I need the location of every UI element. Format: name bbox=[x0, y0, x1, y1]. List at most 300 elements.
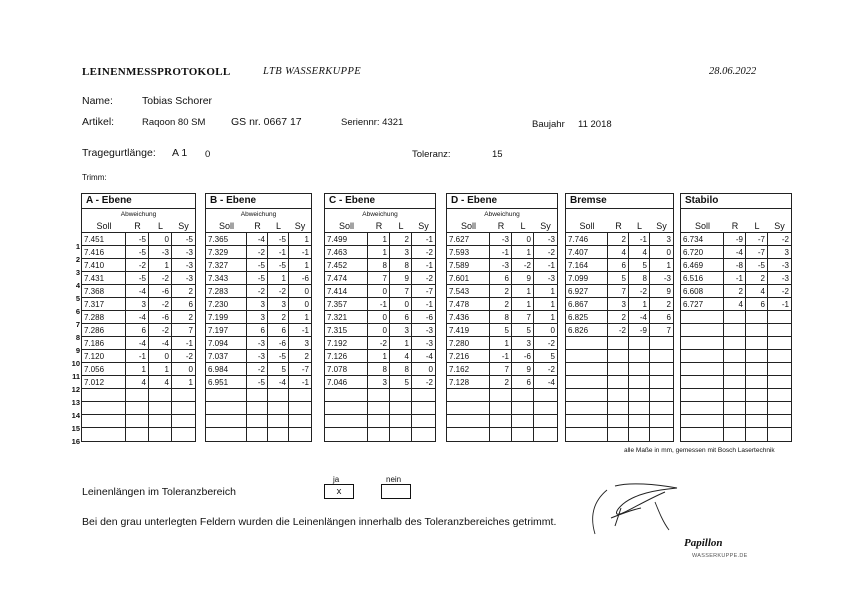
abweichung-label bbox=[681, 209, 791, 220]
row-number: 7 bbox=[75, 320, 80, 329]
soll-cell: 7.056 bbox=[82, 363, 126, 375]
table-row bbox=[566, 363, 673, 376]
soll-cell: 7.478 bbox=[447, 298, 490, 310]
deviation-cell: -1 bbox=[185, 339, 193, 348]
deviation-cell: 6 bbox=[608, 259, 629, 271]
deviation-cell: -4 bbox=[724, 246, 746, 258]
table-row bbox=[82, 311, 195, 324]
deviation-cell bbox=[629, 350, 650, 362]
table-row bbox=[82, 324, 195, 337]
row-number: 16 bbox=[71, 437, 80, 446]
table-row bbox=[447, 402, 557, 415]
deviation-cell: 1 bbox=[629, 298, 650, 310]
table-row bbox=[681, 324, 791, 337]
deviation-cell: 2 bbox=[268, 311, 289, 323]
table-stabilo bbox=[680, 193, 792, 442]
row-number: 2 bbox=[75, 255, 80, 264]
soll-cell bbox=[566, 402, 608, 414]
deviation-cell: -2 bbox=[126, 259, 149, 271]
deviation-cell bbox=[724, 376, 746, 388]
deviation-cell: 3 bbox=[368, 376, 390, 388]
row-number: 9 bbox=[75, 346, 80, 355]
deviation-cell bbox=[534, 415, 557, 427]
table-row bbox=[82, 363, 195, 376]
soll-cell: 7.317 bbox=[82, 298, 126, 310]
deviation-cell bbox=[268, 389, 289, 401]
deviation-cell bbox=[724, 389, 746, 401]
soll-cell: 7.436 bbox=[447, 311, 490, 323]
soll-cell bbox=[681, 337, 724, 349]
table-row bbox=[566, 402, 673, 415]
deviation-cell: 2 bbox=[490, 285, 512, 297]
deviation-cell bbox=[724, 428, 746, 441]
tragegurt-a: A 1 bbox=[172, 147, 188, 159]
deviation-cell: 1 bbox=[188, 378, 193, 387]
soll-cell: 7.280 bbox=[447, 337, 490, 349]
deviation-cell bbox=[629, 389, 650, 401]
deviation-cell: 1 bbox=[390, 337, 412, 349]
row-number: 10 bbox=[71, 359, 80, 368]
soll-cell bbox=[82, 428, 126, 441]
gs-number: GS nr. 0667 17 bbox=[231, 116, 302, 128]
soll-cell bbox=[681, 376, 724, 388]
ja-checkbox[interactable]: x bbox=[324, 484, 354, 499]
deviation-cell: -3 bbox=[247, 350, 268, 362]
deviation-cell: 0 bbox=[428, 365, 433, 374]
deviation-cell bbox=[490, 389, 512, 401]
deviation-cell: 5 bbox=[490, 324, 512, 336]
deviation-cell: -5 bbox=[746, 259, 768, 271]
soll-cell: 7.499 bbox=[325, 233, 368, 245]
deviation-cell: -2 bbox=[781, 235, 789, 244]
deviation-cell: 4 bbox=[746, 285, 768, 297]
deviation-cell: 1 bbox=[304, 235, 309, 244]
column-header: R bbox=[134, 221, 141, 231]
deviation-cell bbox=[412, 402, 435, 414]
table-row bbox=[325, 389, 435, 402]
deviation-cell: -1 bbox=[724, 272, 746, 284]
table-row bbox=[566, 311, 673, 324]
deviation-cell: -9 bbox=[724, 233, 746, 245]
deviation-cell bbox=[412, 389, 435, 401]
table-row bbox=[447, 259, 557, 272]
table-row bbox=[566, 337, 673, 350]
soll-cell bbox=[566, 415, 608, 427]
signature bbox=[585, 478, 695, 548]
table-row bbox=[681, 376, 791, 389]
soll-cell: 7.046 bbox=[325, 376, 368, 388]
soll-cell: 7.216 bbox=[447, 350, 490, 362]
deviation-cell: 1 bbox=[666, 261, 671, 270]
deviation-cell: 1 bbox=[512, 246, 534, 258]
deviation-cell: 7 bbox=[512, 311, 534, 323]
deviation-cell: 8 bbox=[368, 259, 390, 271]
deviation-cell bbox=[247, 428, 268, 441]
table-row bbox=[447, 363, 557, 376]
deviation-cell bbox=[746, 324, 768, 336]
deviation-cell: -5 bbox=[126, 246, 149, 258]
table-row bbox=[566, 298, 673, 311]
table-row bbox=[325, 311, 435, 324]
deviation-cell: -7 bbox=[746, 246, 768, 258]
soll-cell: 7.431 bbox=[82, 272, 126, 284]
deviation-cell: -2 bbox=[149, 298, 172, 310]
soll-cell bbox=[566, 376, 608, 388]
soll-cell: 7.162 bbox=[447, 363, 490, 375]
deviation-cell: 6 bbox=[512, 376, 534, 388]
deviation-cell: -5 bbox=[247, 259, 268, 271]
table-row bbox=[566, 324, 673, 337]
table-title: C - Ebene bbox=[325, 194, 435, 209]
table-row bbox=[206, 363, 311, 376]
table-row bbox=[447, 428, 557, 441]
deviation-cell: 8 bbox=[490, 311, 512, 323]
column-headers bbox=[447, 220, 557, 233]
deviation-cell: 1 bbox=[550, 313, 555, 322]
soll-cell bbox=[325, 415, 368, 427]
deviation-cell: 0 bbox=[666, 248, 671, 257]
soll-cell: 7.329 bbox=[206, 246, 247, 258]
deviation-cell: 3 bbox=[784, 248, 789, 257]
table-row bbox=[681, 402, 791, 415]
deviation-cell: -6 bbox=[149, 311, 172, 323]
row-number: 6 bbox=[75, 307, 80, 316]
deviation-cell: -5 bbox=[126, 272, 149, 284]
soll-cell bbox=[447, 389, 490, 401]
deviation-cell: 0 bbox=[368, 324, 390, 336]
deviation-cell: -4 bbox=[268, 376, 289, 388]
deviation-cell: -2 bbox=[247, 363, 268, 375]
table-row bbox=[681, 272, 791, 285]
soll-cell bbox=[447, 415, 490, 427]
deviation-cell: 1 bbox=[490, 337, 512, 349]
name-value: Tobias Schorer bbox=[142, 95, 213, 107]
serial-number: Seriennr: 4321 bbox=[341, 117, 404, 128]
soll-cell: 7.283 bbox=[206, 285, 247, 297]
soll-cell: 7.012 bbox=[82, 376, 126, 388]
deviation-cell bbox=[608, 415, 629, 427]
table-row bbox=[82, 246, 195, 259]
deviation-cell: -2 bbox=[512, 259, 534, 271]
deviation-cell bbox=[289, 402, 311, 414]
deviation-cell bbox=[746, 311, 768, 323]
deviation-cell: 3 bbox=[512, 337, 534, 349]
table-bremse bbox=[565, 193, 674, 442]
deviation-cell bbox=[629, 402, 650, 414]
deviation-cell bbox=[126, 389, 149, 401]
deviation-cell: -1 bbox=[490, 246, 512, 258]
deviation-cell: -1 bbox=[301, 378, 309, 387]
deviation-cell bbox=[534, 402, 557, 414]
table-row bbox=[447, 233, 557, 246]
deviation-cell: -4 bbox=[126, 311, 149, 323]
column-header: Sy bbox=[656, 221, 667, 231]
deviation-cell: 9 bbox=[666, 287, 671, 296]
deviation-cell: -2 bbox=[425, 274, 433, 283]
deviation-cell: 7 bbox=[188, 326, 193, 335]
deviation-cell bbox=[390, 402, 412, 414]
deviation-cell: 4 bbox=[629, 246, 650, 258]
deviation-cell bbox=[512, 415, 534, 427]
soll-cell: 7.410 bbox=[82, 259, 126, 271]
deviation-cell: -8 bbox=[724, 259, 746, 271]
deviation-cell bbox=[149, 428, 172, 441]
deviation-cell bbox=[768, 428, 791, 441]
deviation-cell bbox=[650, 389, 673, 401]
deviation-cell: 0 bbox=[512, 233, 534, 245]
deviation-cell: 2 bbox=[188, 287, 193, 296]
deviation-cell bbox=[289, 415, 311, 427]
table-row bbox=[681, 415, 791, 428]
table-d-ebene bbox=[446, 193, 558, 442]
deviation-cell: -3 bbox=[425, 339, 433, 348]
deviation-cell: 1 bbox=[126, 363, 149, 375]
deviation-cell: -2 bbox=[547, 248, 555, 257]
soll-cell bbox=[206, 402, 247, 414]
deviation-cell: -2 bbox=[425, 248, 433, 257]
table-row bbox=[82, 389, 195, 402]
deviation-cell: -2 bbox=[547, 339, 555, 348]
soll-cell: 7.128 bbox=[447, 376, 490, 388]
deviation-cell: 5 bbox=[390, 376, 412, 388]
deviation-cell: 6 bbox=[666, 313, 671, 322]
deviation-cell: 9 bbox=[390, 272, 412, 284]
deviation-cell: -3 bbox=[781, 261, 789, 270]
column-header: Soll bbox=[460, 221, 476, 231]
deviation-cell bbox=[608, 376, 629, 388]
deviation-cell bbox=[268, 415, 289, 427]
table-row bbox=[325, 324, 435, 337]
deviation-cell: -4 bbox=[547, 378, 555, 387]
deviation-cell: 6 bbox=[126, 324, 149, 336]
column-header: Soll bbox=[96, 221, 112, 231]
name-label: Name: bbox=[82, 95, 113, 107]
deviation-cell bbox=[746, 363, 768, 375]
deviation-cell: 6 bbox=[268, 324, 289, 336]
table-row bbox=[325, 298, 435, 311]
deviation-cell: -4 bbox=[425, 352, 433, 361]
soll-cell: 7.357 bbox=[325, 298, 368, 310]
column-header: R bbox=[254, 221, 261, 231]
deviation-cell: -7 bbox=[746, 233, 768, 245]
deviation-cell bbox=[724, 363, 746, 375]
deviation-cell: -6 bbox=[512, 350, 534, 362]
column-header: Soll bbox=[218, 221, 234, 231]
deviation-cell bbox=[368, 389, 390, 401]
deviation-cell bbox=[724, 350, 746, 362]
soll-cell: 7.327 bbox=[206, 259, 247, 271]
column-header: Soll bbox=[579, 221, 595, 231]
table-row bbox=[206, 402, 311, 415]
deviation-cell: -7 bbox=[301, 365, 309, 374]
soll-cell bbox=[681, 389, 724, 401]
soll-cell bbox=[681, 311, 724, 323]
deviation-cell bbox=[412, 415, 435, 427]
deviation-cell bbox=[650, 415, 673, 427]
deviation-cell bbox=[746, 376, 768, 388]
deviation-cell: 3 bbox=[247, 311, 268, 323]
table-row bbox=[325, 428, 435, 441]
deviation-cell: 3 bbox=[390, 246, 412, 258]
deviation-cell: -3 bbox=[247, 337, 268, 349]
deviation-cell bbox=[768, 350, 791, 362]
soll-cell: 6.984 bbox=[206, 363, 247, 375]
deviation-cell bbox=[149, 415, 172, 427]
deviation-cell: -3 bbox=[185, 261, 193, 270]
table-row bbox=[566, 376, 673, 389]
soll-cell bbox=[566, 428, 608, 441]
column-header: R bbox=[497, 221, 505, 231]
deviation-cell bbox=[608, 428, 629, 441]
deviation-cell: -4 bbox=[126, 285, 149, 297]
table-row bbox=[206, 350, 311, 363]
table-row bbox=[566, 272, 673, 285]
deviation-cell bbox=[534, 428, 557, 441]
soll-cell: 6.469 bbox=[681, 259, 724, 271]
deviation-cell: 7 bbox=[490, 363, 512, 375]
deviation-cell: 2 bbox=[666, 300, 671, 309]
abweichung-label: Abweichung bbox=[240, 211, 277, 218]
deviation-cell: -3 bbox=[547, 274, 555, 283]
deviation-cell bbox=[650, 376, 673, 388]
soll-cell bbox=[681, 324, 724, 336]
papillon-logo-sub: WASSERKUPPE.DE bbox=[692, 553, 748, 559]
table-b-ebene bbox=[205, 193, 312, 442]
soll-cell: 6.951 bbox=[206, 376, 247, 388]
date: 28.06.2022 bbox=[709, 66, 757, 77]
tragegurt-label: Tragegurtlänge: bbox=[82, 147, 156, 159]
table-row bbox=[206, 324, 311, 337]
row-number: 3 bbox=[75, 268, 80, 277]
nein-checkbox[interactable] bbox=[381, 484, 411, 499]
deviation-cell bbox=[629, 428, 650, 441]
deviation-cell: 0 bbox=[149, 350, 172, 362]
soll-cell bbox=[82, 415, 126, 427]
soll-cell: 7.543 bbox=[447, 285, 490, 297]
deviation-cell: 3 bbox=[666, 235, 671, 244]
deviation-cell bbox=[724, 337, 746, 349]
soll-cell: 7.746 bbox=[566, 233, 608, 245]
deviation-cell: -2 bbox=[149, 324, 172, 336]
table-row bbox=[325, 272, 435, 285]
deviation-cell: 7 bbox=[390, 285, 412, 297]
deviation-cell: 1 bbox=[304, 261, 309, 270]
deviation-cell: -2 bbox=[247, 285, 268, 297]
measurement-footnote: alle Maße in mm, gemessen mit Bosch Lasertechnik bbox=[624, 447, 775, 454]
deviation-cell: 8 bbox=[629, 272, 650, 284]
deviation-cell: -5 bbox=[126, 233, 149, 245]
table-row bbox=[206, 259, 311, 272]
deviation-cell bbox=[126, 428, 149, 441]
column-header: R bbox=[615, 221, 622, 231]
deviation-cell: -1 bbox=[781, 300, 789, 309]
deviation-cell: -3 bbox=[781, 274, 789, 283]
deviation-cell bbox=[629, 415, 650, 427]
table-row bbox=[681, 246, 791, 259]
table-row bbox=[206, 311, 311, 324]
deviation-cell: 2 bbox=[188, 313, 193, 322]
deviation-cell: -1 bbox=[425, 300, 433, 309]
soll-cell: 6.720 bbox=[681, 246, 724, 258]
soll-cell: 7.589 bbox=[447, 259, 490, 271]
row-number: 15 bbox=[71, 424, 80, 433]
table-row bbox=[325, 415, 435, 428]
soll-cell: 7.463 bbox=[325, 246, 368, 258]
table-row bbox=[447, 389, 557, 402]
deviation-cell: 1 bbox=[268, 272, 289, 284]
deviation-cell: 4 bbox=[390, 350, 412, 362]
deviation-cell: 1 bbox=[149, 363, 172, 375]
soll-cell: 6.867 bbox=[566, 298, 608, 310]
deviation-cell bbox=[650, 428, 673, 441]
deviation-cell: 5 bbox=[550, 352, 555, 361]
row-number: 13 bbox=[71, 398, 80, 407]
soll-cell bbox=[82, 389, 126, 401]
column-header: L bbox=[275, 221, 281, 231]
deviation-cell bbox=[724, 324, 746, 336]
soll-cell: 7.321 bbox=[325, 311, 368, 323]
deviation-cell: 3 bbox=[608, 298, 629, 310]
deviation-cell: 2 bbox=[490, 376, 512, 388]
table-title: D - Ebene bbox=[447, 194, 557, 209]
soll-cell: 7.192 bbox=[325, 337, 368, 349]
soll-cell bbox=[325, 389, 368, 401]
table-title: Stabilo bbox=[681, 194, 791, 209]
trimm-label: Trimm: bbox=[82, 173, 107, 182]
abweichung-label bbox=[566, 209, 673, 220]
deviation-cell: 4 bbox=[126, 376, 149, 388]
table-row bbox=[566, 389, 673, 402]
table-row bbox=[82, 350, 195, 363]
table-row bbox=[206, 246, 311, 259]
soll-cell: 7.186 bbox=[82, 337, 126, 349]
table-row bbox=[325, 259, 435, 272]
deviation-cell: -5 bbox=[268, 259, 289, 271]
table-row bbox=[566, 246, 673, 259]
deviation-cell bbox=[512, 402, 534, 414]
table-row bbox=[325, 233, 435, 246]
deviation-cell: 1 bbox=[149, 259, 172, 271]
table-title: A - Ebene bbox=[82, 194, 195, 209]
deviation-cell bbox=[746, 389, 768, 401]
table-row bbox=[82, 376, 195, 389]
row-numbers bbox=[66, 240, 80, 448]
soll-cell bbox=[447, 428, 490, 441]
deviation-cell: -1 bbox=[425, 261, 433, 270]
table-row bbox=[447, 298, 557, 311]
table-row bbox=[325, 376, 435, 389]
table-a-ebene bbox=[81, 193, 196, 442]
deviation-cell bbox=[390, 389, 412, 401]
deviation-cell bbox=[746, 428, 768, 441]
deviation-cell: 1 bbox=[512, 285, 534, 297]
deviation-cell bbox=[768, 363, 791, 375]
deviation-cell: 5 bbox=[608, 272, 629, 284]
soll-cell: 7.197 bbox=[206, 324, 247, 336]
deviation-cell: -1 bbox=[425, 235, 433, 244]
deviation-cell bbox=[247, 415, 268, 427]
deviation-cell: -4 bbox=[247, 233, 268, 245]
soll-cell bbox=[681, 415, 724, 427]
table-row bbox=[681, 389, 791, 402]
soll-cell: 7.593 bbox=[447, 246, 490, 258]
soll-cell bbox=[566, 350, 608, 362]
column-header: Sy bbox=[540, 221, 551, 231]
deviation-cell: 0 bbox=[390, 298, 412, 310]
soll-cell: 7.286 bbox=[82, 324, 126, 336]
deviation-cell: -6 bbox=[301, 274, 309, 283]
deviation-cell bbox=[149, 402, 172, 414]
